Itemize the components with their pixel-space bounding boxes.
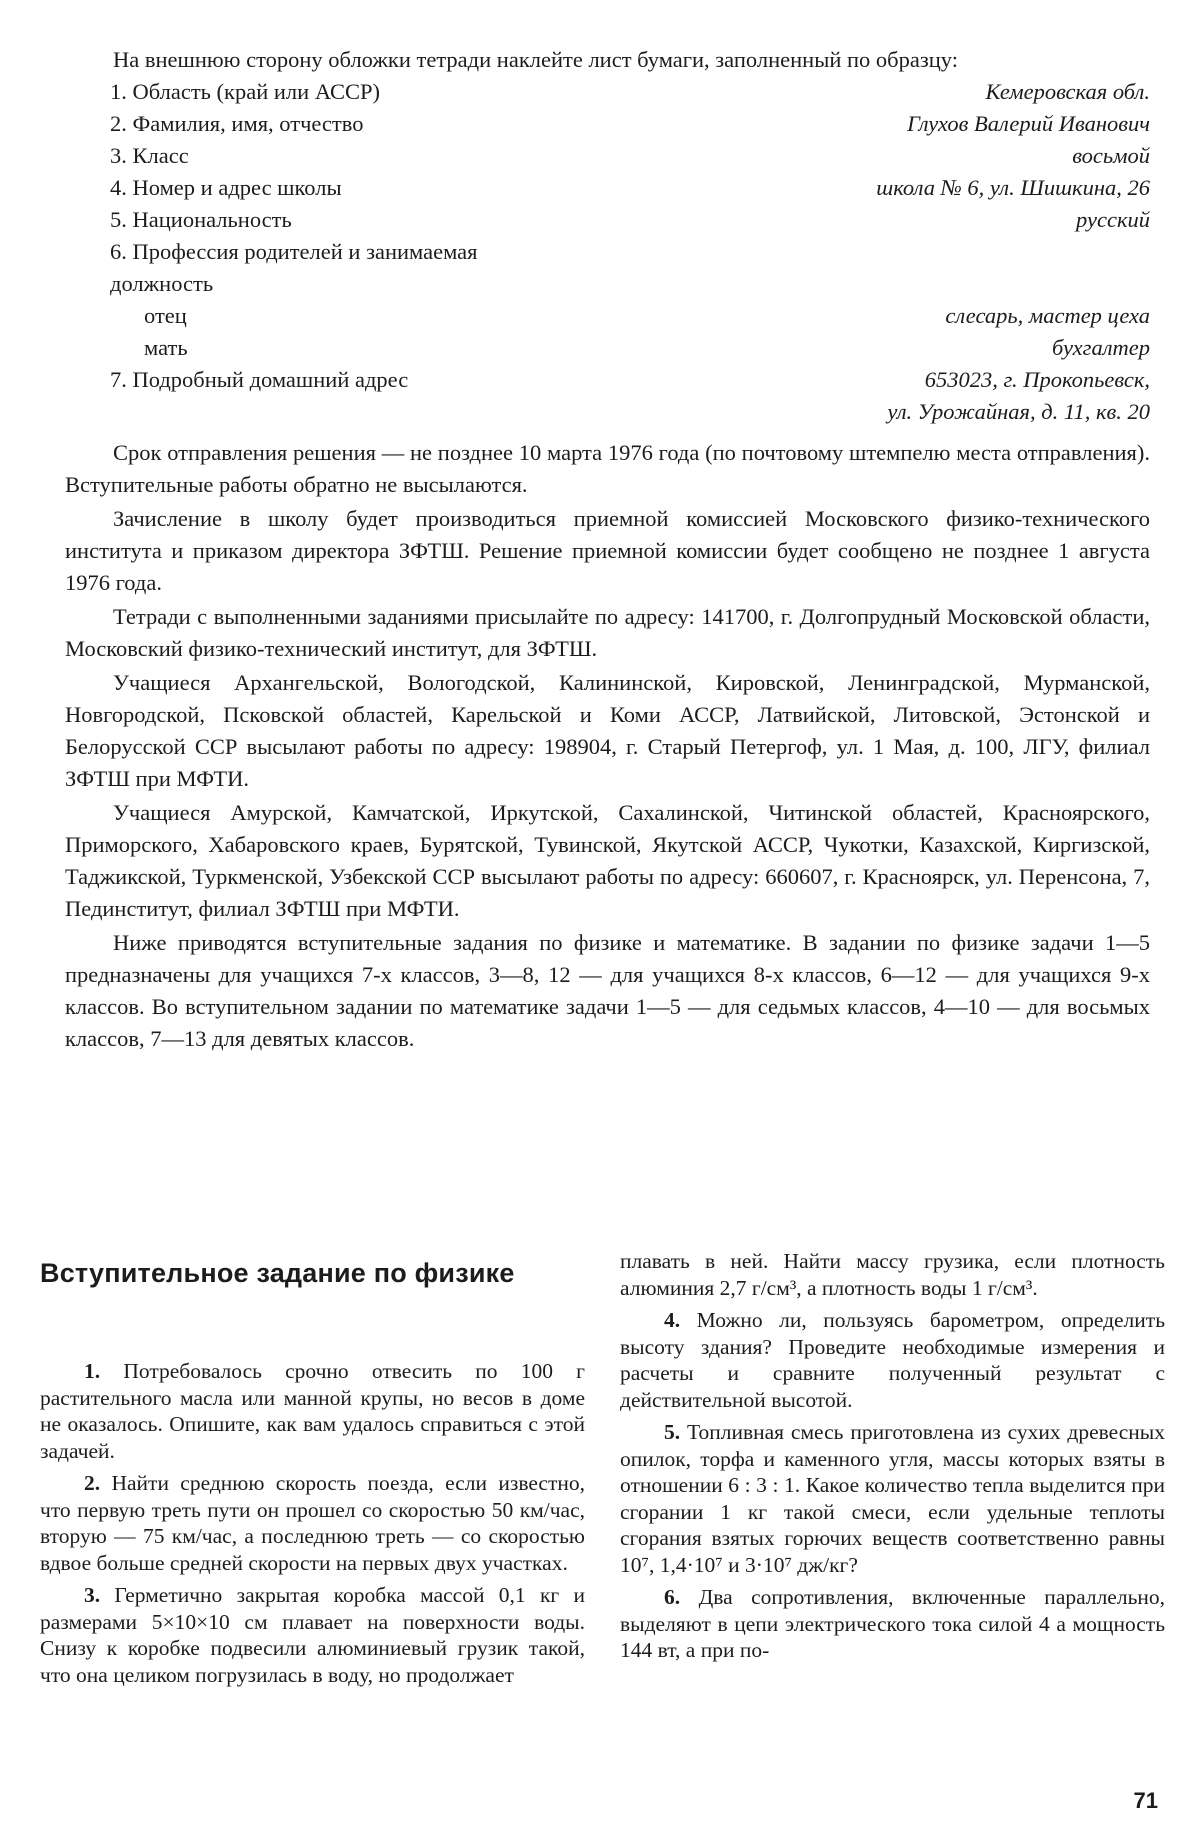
form-label: 7. Подробный домашний адрес [110,367,409,392]
form-value: Глухов Валерий Иванович [907,111,1150,136]
form-value: ул. Урожайная, д. 11, кв. 20 [887,399,1150,424]
left-column [40,1358,585,1694]
problem-text: Потребовалось срочно отвесить по 100 г растительного масла или манной крупы, но весов в доме не оказалось. Опишите, как вам удалось справиться с этой задачей. [40,1359,585,1463]
page-number: 71 [1133,1788,1158,1813]
form-row [110,364,1150,396]
problem-number: 1. [84,1359,101,1383]
form-row [110,172,1150,204]
problem [620,1307,1165,1413]
problem-text: Два сопротивления, включенные параллельно, выделяют в цепи электрического тока силой 4 а мощность 144 вт, а при по- [620,1585,1166,1662]
form-row [110,140,1150,172]
form-value: русский [1076,207,1150,232]
sample-form [110,44,1150,428]
problem [40,1582,585,1688]
section-title: Вступительное задание по физике [40,1258,515,1288]
form-label: мать [144,335,188,360]
form-label: 1. Область (край или АССР) [110,79,380,104]
form-row [110,396,1150,428]
problem [40,1358,585,1464]
paragraph: Ниже приводятся вступительные задания по физике и математике. В задании по физике задачи 1—5 предназначены для учащихся 7-х классов, 3—8, 12 — для учащихся 8-х классов, 6—12 — для учащихся 9-х классов. Во вступительном задании по математике задачи 1—5 — для седьмых классов, 4—10 — для восьмых классов, 7—13 для девятых классов. [65,930,1150,1051]
problem-number: 5. [664,1420,681,1444]
form-row [110,76,1150,108]
paragraph: Срок отправления решения — не позднее 10 марта 1976 года (по почтовому штемпелю места отправления). Вступительные работы обратно не высылаются. [65,440,1150,497]
form-row [110,204,1150,236]
problem [620,1419,1165,1578]
problem-number: 6. [664,1585,681,1609]
form-value: Кемеровская обл. [985,79,1150,104]
problem-text: Найти среднюю скорость поезда, если известно, что первую треть пути он прошел со скоростью 50 км/час, вторую — 75 км/час, а последнюю треть — со скоростью вдвое больше средней скорости на первых двух участках. [40,1471,585,1575]
form-label: 5. Национальность [110,207,292,232]
form-value: слесарь, мастер цеха [945,303,1150,328]
problem [40,1470,585,1576]
paragraph: Зачисление в школу будет производиться приемной комиссией Московского физико-технического института и приказом директора ЗФТШ. Решение приемной комиссии будет сообщено не позднее 1 августа 1976 года. [65,506,1150,595]
form-row [110,332,1150,364]
problem-continuation: плавать в ней. Найти массу грузика, если плотность алюминия 2,7 г/см³, а плотность воды 1 г/см³. [620,1249,1165,1300]
instructions-body [65,437,1150,1057]
form-label: 2. Фамилия, имя, отчество [110,111,364,136]
form-intro: На внешнюю сторону обложки тетради наклейте лист бумаги, заполненный по образцу: [113,47,958,72]
form-value: бухгалтер [1051,335,1150,360]
form-row [110,108,1150,140]
problem-number: 2. [84,1471,101,1495]
form-value: школа № 6, ул. Шишкина, 26 [876,175,1150,200]
form-row [110,300,1150,332]
right-column [620,1248,1165,1670]
problem-number: 4. [664,1308,681,1332]
problem-text: Топливная смесь приготовлена из сухих древесных опилок, торфа и каменного угля, массы которых взяты в отношении 6 : 3 : 1. Какое количество тепла выделится при сгорании 1 кг такой смеси, если удельные теплоты сгорания взятых горючих веществ соответственно равны 10⁷, 1,4·10⁷ и 3·10⁷ дж/кг? [620,1420,1166,1577]
form-value: 653023, г. Прокопьевск, [924,367,1150,392]
form-label: 3. Класс [110,143,189,168]
form-label: отец [144,303,187,328]
paragraph: Учащиеся Амурской, Камчатской, Иркутской, Сахалинской, Читинской областей, Красноярского, Приморского, Хабаровского краев, Бурятской, Тувинской, Якутской АССР, Чукотки, Казахской, Киргизской, Таджикской, Туркменской, Узбекской ССР высылают работы по адресу: 660607, г. Красноярск, ул. Перенсона, 7, Пединститут, филиал ЗФТШ при МФТИ. [65,800,1150,921]
form-label: 4. Номер и адрес школы [110,175,342,200]
form-row [110,236,1150,300]
problem-text: Герметично закрытая коробка массой 0,1 кг и размерами 5×10×10 см плавает на поверхности воды. Снизу к коробке подвесили алюминиевый грузик такой, что она целиком погрузилась в воду, но продолжает [40,1583,586,1687]
paragraph: Учащиеся Архангельской, Вологодской, Калининской, Кировской, Ленинградской, Мурманской, Новгородской, Псковской областей, Карельской и Коми АССР, Латвийской, Литовской, Эстонской и Белорусской ССР высылают работы по адресу: 198904, г. Старый Петергоф, ул. 1 Мая, д. 100, ЛГУ, филиал ЗФТШ при МФТИ. [65,670,1150,791]
problem-number: 3. [84,1583,101,1607]
form-value: восьмой [1072,143,1150,168]
paragraph: Тетради с выполненными заданиями присылайте по адресу: 141700, г. Долгопрудный Московской области, Московский физико-технический институт, для ЗФТШ. [65,604,1150,661]
problem [620,1584,1165,1664]
form-label: 6. Профессия родителей и занимаемая должность [110,239,478,296]
problem-text: Можно ли, пользуясь барометром, определить высоту здания? Проведите необходимые измерения и расчеты и сравните полученный результат с действительной высотой. [620,1308,1165,1412]
